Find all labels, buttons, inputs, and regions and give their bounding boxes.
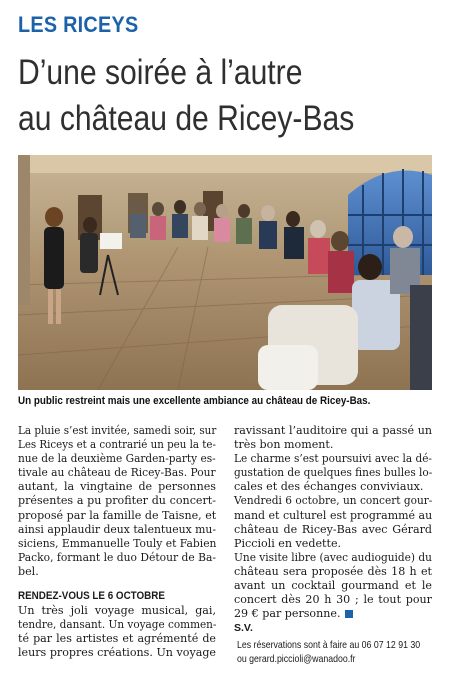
- article-column-right: [234, 424, 432, 667]
- body-line: ainsi applaudir deux talentueux mu-: [18, 522, 217, 536]
- concert-photo-illustration: [18, 155, 432, 390]
- body-line: Vendredi 6 octobre, un concert gour-: [234, 494, 433, 508]
- article-column-left: [18, 424, 216, 661]
- body-line: présentes a pu profiter du concert-: [18, 494, 216, 508]
- body-line: Les Riceys et a contrarié un peu la te-: [18, 438, 216, 452]
- end-of-article-square-icon: [345, 610, 353, 618]
- body-line: Packo, formant le duo Détour de Ba-: [18, 550, 216, 564]
- body-line: Piccioli en vedette.: [234, 536, 342, 550]
- body-line: autant, la vingtaine de personnes: [18, 480, 216, 494]
- body-line: nue de la deuxième Garden-party es-: [18, 452, 216, 466]
- body-line: Le charme s’est poursuivi avec la dé-: [234, 452, 432, 466]
- body-line: mand et culturel est programmé au: [234, 508, 433, 522]
- headline-line-2: au château de Ricey-Bas: [18, 99, 355, 138]
- body-line: ravissant l’auditoire qui a passé un: [234, 424, 432, 437]
- headline-line-1: D’une soirée à l’autre: [18, 53, 303, 92]
- body-line: gustation de quelques fines bulles lo-: [234, 466, 433, 480]
- body-line: [234, 607, 353, 621]
- body-line: leurs propres créations. Un voyage: [18, 646, 216, 660]
- photo-caption: Un public restreint mais une excellente ambiance au château de Ricey-Bas.: [18, 395, 371, 407]
- section-kicker: LES RICEYS: [18, 12, 139, 37]
- body-line: tivale au château de Ricey-Bas. Pour: [18, 466, 216, 480]
- body-line: château de Ricey-Bas avec Gérard: [234, 522, 432, 536]
- body-line: bel.: [18, 564, 39, 578]
- body-line: La pluie s’est invitée, samedi soir, sur: [18, 424, 217, 437]
- subheading: RENDEZ-VOUS LE 6 OCTOBRE: [18, 590, 165, 603]
- body-line: château sera proposée dès 18 h et: [234, 564, 432, 578]
- reservation-info-line-2: ou gerard.piccioli@wanadoo.fr: [237, 654, 356, 666]
- body-line: concert dès 20 h 30 ; le tout pour: [234, 593, 432, 607]
- body-line: siciens, Emmanuelle Touly et Fabien: [18, 536, 217, 550]
- body-line: avant un cocktail gourmand et le: [234, 579, 432, 593]
- body-line: Un très joli voyage musical, gai,: [18, 604, 216, 618]
- body-line: té par les artistes et agrémenté de: [18, 632, 216, 646]
- signature-line: [234, 621, 253, 635]
- body-line: très bon moment.: [234, 438, 334, 452]
- body-line: proposé par la famille de Taisne, et: [18, 508, 217, 522]
- body-line: Une visite libre (avec audioguide) du: [234, 550, 432, 564]
- body-line: cales et des échanges conviviaux.: [234, 480, 424, 494]
- body-line: tendre, dansant. Un voyage commen-: [18, 618, 217, 632]
- reservation-info-line-1: Les réservations sont à faire au 06 07 12 91 30: [237, 640, 421, 652]
- body-line-text: 29 € par personne.: [234, 607, 341, 621]
- concert-photo: [18, 155, 432, 390]
- headline: [18, 50, 388, 142]
- author-signature: S.V.: [234, 622, 253, 635]
